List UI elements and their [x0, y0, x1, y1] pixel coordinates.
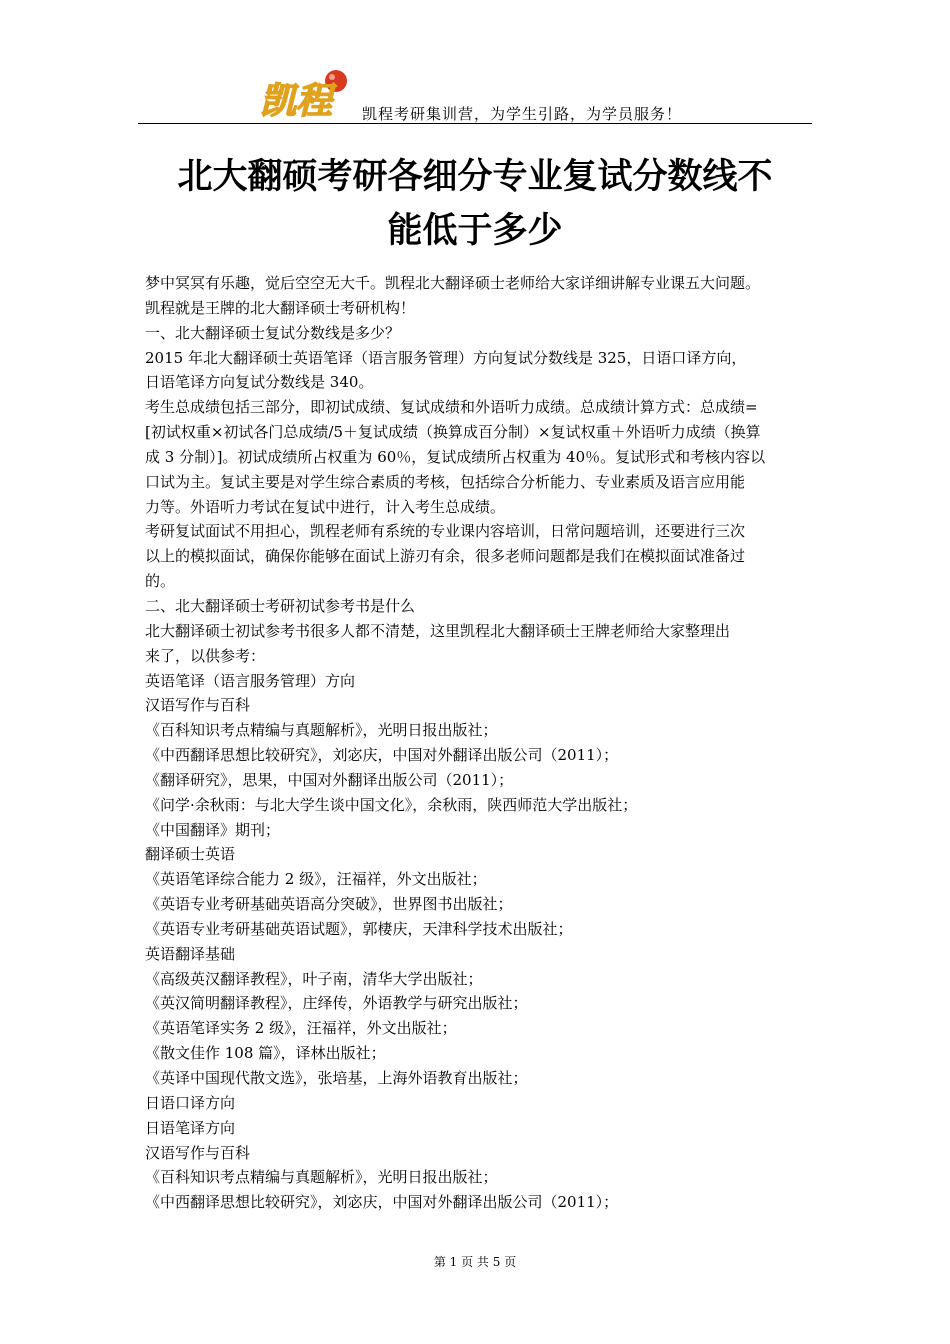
- body-line: 考研复试面试不用担心，凯程老师有系统的专业课内容培训，日常问题培训，还要进行三次: [145, 522, 746, 541]
- body-line: 北大翻译硕士初试参考书很多人都不清楚，这里凯程北大翻译硕士王牌老师给大家整理出: [145, 621, 731, 640]
- body-line: 2015 年北大翻译硕士英语笔译（语言服务管理）方向复试分数线是 325，日语口译方向，: [145, 348, 747, 367]
- body-line: 《翻译研究》，思果，中国对外翻译出版公司（2011）；: [145, 770, 514, 789]
- body-line: 英语翻译基础: [145, 944, 236, 963]
- header-slogan: 凯程考研集训营，为学生引路，为学员服务！: [362, 105, 683, 123]
- body-line: 《英语笔译实务 2 级》，汪福祥，外文出版社；: [145, 1019, 457, 1038]
- body-line: 《中国翻译》期刊；: [145, 820, 281, 839]
- body-line: 《英语笔译综合能力 2 级》，汪福祥，外文出版社；: [145, 870, 487, 889]
- body-line: 凯程就是王牌的北大翻译硕士考研机构！: [145, 298, 416, 317]
- body-line: 《中西翻译思想比较研究》，刘宓庆，中国对外翻译出版公司（2011）；: [145, 1193, 619, 1212]
- body-line: 《英语专业考研基础英语试题》，郭棲庆，天津科学技术出版社；: [145, 919, 573, 938]
- body-line: 考生总成绩包括三部分，即初试成绩、复试成绩和外语听力成绩。总成绩计算方式：总成绩=: [145, 398, 758, 417]
- body-line: 来了，以供参考：: [145, 646, 266, 665]
- body-line: 《英译中国现代散文选》，张培基，上海外语教育出版社；: [145, 1069, 528, 1087]
- kaicheng-logo: [258, 68, 350, 120]
- body-line: 以上的模拟面试，确保你能够在面试上游刃有余，很多老师问题都是我们在模拟面试准备过: [145, 547, 746, 566]
- body-line: 《百科知识考点精编与真题解析》，光明日报出版社；: [145, 1168, 498, 1187]
- body-line: 《百科知识考点精编与真题解析》，光明日报出版社；: [145, 721, 498, 740]
- body-line: 《英语专业考研基础英语高分突破》，世界图书出版社；: [145, 895, 513, 914]
- title-line-2: 能低于多少: [387, 210, 563, 251]
- body-line: 口试为主。复试主要是对学生综合素质的考核，包括综合分析能力、专业素质及语言应用能: [145, 472, 746, 491]
- header-divider: [138, 123, 812, 124]
- logo-text: 凯程: [260, 81, 333, 120]
- body-line: 力等。外语听力考试在复试中进行，计入考生总成绩。: [145, 497, 506, 516]
- body-line: 一、北大翻译硕士复试分数线是多少？: [145, 323, 401, 342]
- body-line: 《高级英汉翻译教程》，叶子南，清华大学出版社；: [145, 969, 483, 988]
- page-footer: 第 1 页 共 5 页: [433, 1255, 517, 1269]
- page-header: [0, 0, 950, 130]
- body-line: 梦中冥冥有乐趣，觉后空空无大千。凯程北大翻译硕士老师给大家详细讲解专业课五大问题。: [145, 274, 761, 292]
- body-line: 翻译硕士英语: [145, 845, 236, 864]
- body-line: 二、北大翻译硕士考研初试参考书是什么: [145, 596, 416, 615]
- body-line: 《英汉简明翻译教程》，庄绎传，外语教学与研究出版社；: [145, 994, 528, 1013]
- title-line-1: 北大翻硕考研各细分专业复试分数线不: [177, 156, 773, 197]
- body-line: 《问学·余秋雨：与北大学生谈中国文化》，余秋雨，陕西师范大学出版社；: [145, 795, 638, 814]
- document-body: [145, 271, 821, 1215]
- body-line: 的。: [145, 572, 176, 591]
- body-line: 日语笔译方向复试分数线是 340。: [145, 373, 374, 392]
- body-line: 《中西翻译思想比较研究》，刘宓庆，中国对外翻译出版公司（2011）；: [145, 746, 619, 765]
- body-line: 日语口译方向: [145, 1093, 236, 1112]
- document-title: [138, 150, 812, 258]
- body-line: 英语笔译（语言服务管理）方向: [145, 671, 356, 690]
- body-line: 汉语写作与百科: [145, 1143, 251, 1162]
- body-line: 日语笔译方向: [145, 1118, 236, 1137]
- body-line: 成 3 分制）]。初试成绩所占权重为 60％，复试成绩所占权重为 40％。复试形式和考核内容以: [145, 447, 766, 466]
- body-line: 《散文佳作 108 篇》，译林出版社；: [145, 1044, 386, 1063]
- body-line: [初试权重×初试各门总成绩/5＋复试成绩（换算成百分制）×复试权重＋外语听力成绩（换算: [145, 423, 761, 442]
- body-line: 汉语写作与百科: [145, 696, 251, 715]
